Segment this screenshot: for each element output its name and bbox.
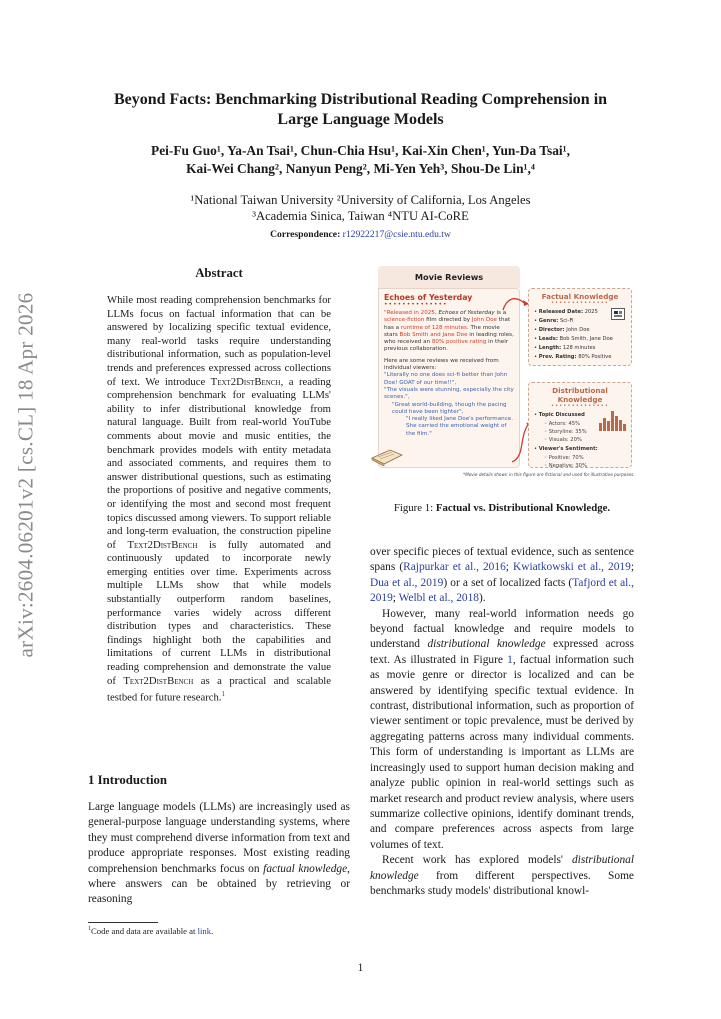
arxiv-watermark	[6, 270, 46, 680]
factual-knowledge-box	[528, 288, 632, 366]
arxiv-id: arXiv:2604.06201v2 [cs.CL] 18 Apr 2026	[13, 292, 38, 658]
distribution-item: ◦ Storyline: 35%	[544, 429, 587, 436]
code-link[interactable]: link	[197, 926, 212, 936]
factual-item: • Genre: Sci-Fi	[534, 318, 574, 324]
author-list	[60, 142, 661, 178]
distribution-item: ◦ Actors: 45%	[544, 421, 580, 427]
page-number: 1	[357, 962, 364, 974]
paragraph: Recent work has explored models' distributional knowledge from different perspectives. Some benchmarks study models' distributional knowl-	[370, 854, 634, 897]
paragraph: However, many real-world information needs go beyond factual knowledge and require models to understand distributional knowledge expressed across text. As illustrated in Figure 1, factual information such as movie genre or director is localized and can be answered by identifying specific textual evidence. In contrast, distributional information, such as proportion of viewer sentiment or topic prevalence, must be derived by aggregating patterns across many individual comments. This form of understanding is important as LLMs are increasingly used to support human decision making and analyze public opinion in real-world settings such as market research and product review analysis, where users summarize collective opinions, identify dominant trends, and compare preferences across aspects from large volumes of text.	[370, 607, 634, 851]
comments-intro: Here are some reviews we received from individual viewers:	[384, 357, 499, 372]
review-card	[378, 288, 520, 468]
figure-note: *Movie details shown in this figure are fictional and used for illustrative purposes.	[463, 472, 635, 477]
abstract-body: While most reading comprehension benchmarks for LLMs focus on factual information that can be answered by localizing specific textual evidence, many real-world tasks require understanding distributional information, such as population-level trends and preferences expressed across collections of text. We introduce Text2DistBench, a reading comprehension benchmark for evaluating LLMs' ability to infer distributional knowledge from natural language. Built from real-world YouTube comments about movie and music entities, the benchmark provides models with entity metadata and associated comments, and requires them to answer distributional questions, such as estimating the proportions of positive and negative comments, or identifying the most and second most frequent topics discussed among viewers. To support reliable and long-term evaluation, the construction pipeline of Text2DistBench is fully automated and continuously updated to incorporate newly emerging entities over time. Experiments across multiple LLMs show that while models substantially outperform random baselines, performance varies widely across different distribution types and characteristics. These findings highlight both the capabilities and limitations of current LLMs in distributional reading comprehension and demonstrate the value of Text2DistBench as a practical and scalable testbed for future research.$^1$	[107, 294, 331, 704]
citation-link[interactable]: Dua et al., 2019	[370, 576, 444, 589]
citation-link[interactable]: Tafjord et al., 2019	[370, 576, 634, 605]
factual-item: • Leads: Bob Smith, Jane Doe	[534, 336, 613, 342]
citation-link[interactable]: Welbl et al., 2018	[398, 592, 479, 605]
film-icon	[611, 308, 625, 320]
section-heading: 1 Introduction	[88, 773, 168, 787]
footnote-ref-link[interactable]: 1	[221, 690, 226, 699]
sentiment-label: • Viewer's Sentiment:	[534, 445, 598, 452]
movie-reviews-tab: Movie Reviews	[378, 266, 520, 288]
abstract-heading: Abstract	[195, 266, 243, 280]
factual-item: • Prev. Rating: 80% Positive	[534, 354, 612, 360]
bar-mark	[615, 416, 618, 431]
affiliation-line: ³Academia Sinica, Taiwan ⁴NTU AI-CoRE	[252, 209, 469, 223]
bar-mark	[607, 421, 610, 431]
benchmark-name: Text2DistBench	[210, 375, 281, 388]
affiliations	[60, 192, 661, 224]
factual-title: Factual Knowledge	[541, 292, 619, 301]
figure-caption: Figure 1: Factual vs. Distributional Knowledge.	[393, 502, 611, 514]
dotted-divider: ••••••••••••••	[384, 301, 448, 308]
distributional-title: Distributional Knowledge	[552, 386, 608, 404]
author-line: Kai-Wei Chang², Nanyun Peng², Mi-Yen Yeh³, Shou-De Lin¹,⁴	[186, 161, 535, 176]
factual-item: • Released Date: 2025	[534, 309, 598, 315]
correspondence	[60, 229, 661, 240]
sentiment-list	[534, 454, 626, 470]
footnote: $^1$Code and data are available at link.	[88, 926, 214, 936]
figure-ref-link[interactable]: 1	[507, 653, 513, 666]
footnote-rule	[88, 922, 158, 923]
citation-link[interactable]: Kwiatkowski et al., 2019	[513, 561, 631, 574]
benchmark-name: Text2DistBench	[127, 538, 198, 551]
factual-item: • Length: 128 minutes	[534, 345, 596, 351]
correspondence-email-link[interactable]: r12922217@csie.ntu.edu.tw	[342, 229, 451, 240]
author-line: Pei-Fu Guo¹, Ya-An Tsai¹, Chun-Chia Hsu¹, Kai-Xin Chen¹, Yun-Da Tsai¹,	[151, 143, 570, 158]
figure-1	[368, 266, 636, 488]
viewer-comment: "Literally no one does sci-fi better than John Doe! GOAT of our time!!",	[384, 372, 508, 386]
distributional-knowledge-box	[528, 382, 632, 468]
right-column-body	[370, 545, 634, 899]
bar-mark	[599, 423, 602, 431]
affiliation-line: ¹National Taiwan University ²University of California, Los Angeles	[190, 193, 531, 207]
title-line: Beyond Facts: Benchmarking Distributional Reading Comprehension in	[113, 91, 608, 108]
bar-mark	[611, 411, 614, 431]
review-title: Echoes of Yesterday	[384, 293, 473, 302]
bar-mark	[623, 424, 626, 431]
dotted-divider: ••••••••••••••	[550, 300, 610, 306]
book-icon	[370, 446, 404, 466]
topic-label: • Topic Discussed	[534, 412, 585, 418]
viewer-comment: "Great world-building, though the pacing could have been tighter",	[392, 401, 507, 415]
paragraph: over specific pieces of textual evidence, such as sentence spans (Rajpurkar et al., 2016; Kwiatkowski et al., 2019; Dua et al., 2019) or a set of localized facts (Tafjord et al., 2019; Welbl et al., 2018).	[370, 546, 634, 605]
paper-title	[60, 90, 661, 130]
bar-mark	[619, 420, 622, 431]
title-line: Large Language Models	[277, 111, 444, 128]
review-summary: "Released in 2025, Echoes of Yesterday is a science-fiction film directed by John Doe that has a runtime of 128 minutes. The movie stars Bob Smith and Jane Doe in leading roles, who received an 80% positive rating in their previous collaboration.	[384, 310, 514, 353]
bar-mark	[603, 418, 606, 431]
distribution-item: ◦ Positive: 70%	[544, 454, 584, 461]
distribution-item: ◦ Visuals: 20%	[544, 437, 582, 444]
distribution-item: ◦ Negative: 30%	[544, 462, 587, 469]
citation-link[interactable]: Rajpurkar et al., 2016	[403, 561, 506, 574]
viewer-comment: "I really liked Jane Doe's performance. She carried the emotional weight of the film."	[406, 416, 514, 437]
introduction-body: Large language models (LLMs) are increasingly used as general-purpose language understanding systems, where they must comprehend diverse information from text and produce appropriate responses. Most existing reading comprehension benchmarks focus on factual knowledge, where answers can be obtained by retrieving or reasoning	[88, 801, 350, 906]
benchmark-name: Text2DistBench	[123, 674, 194, 687]
factual-item: • Director: John Doe	[534, 327, 590, 333]
viewer-comment: "The visuals were stunning, especially the city scenes.",	[384, 386, 514, 401]
dotted-divider: ••••••••••••••	[550, 403, 610, 409]
topic-bar-icon	[599, 409, 629, 431]
correspondence-label: Correspondence:	[270, 229, 341, 240]
